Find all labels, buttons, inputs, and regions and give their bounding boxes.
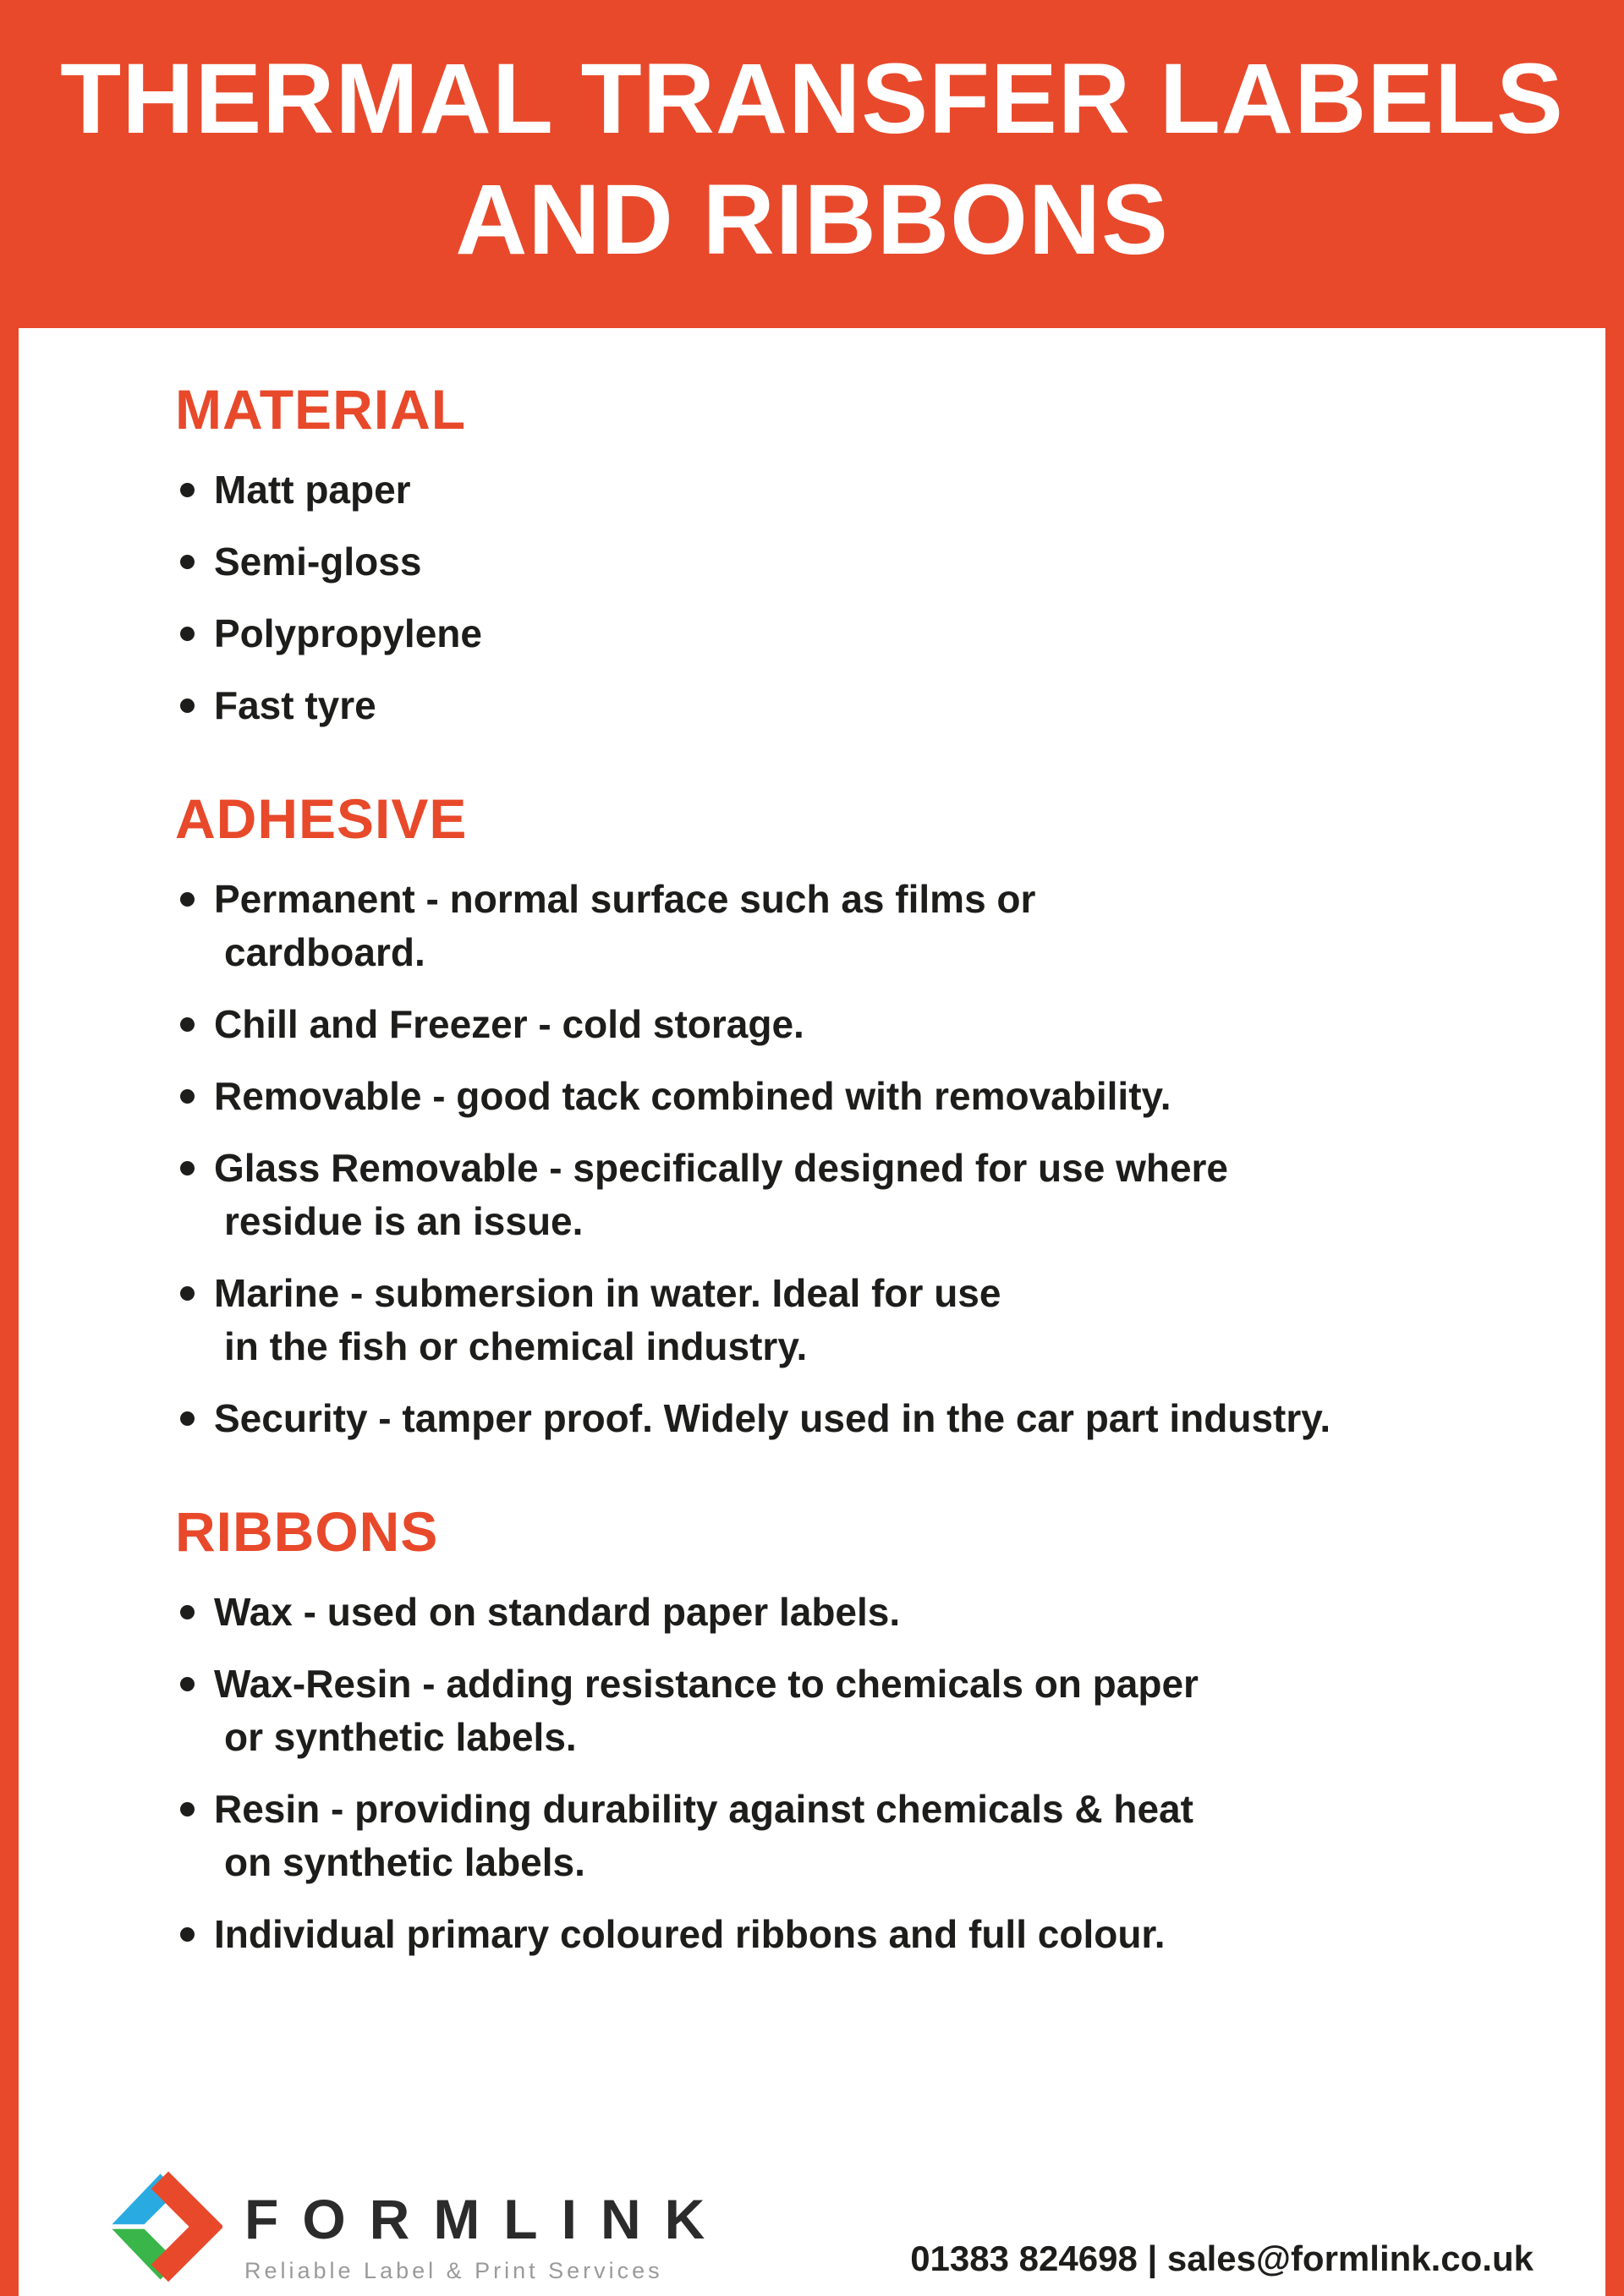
item-text-line: Marine - submersion in water. Ideal for use	[214, 1271, 1001, 1315]
formlink-logo	[107, 2169, 728, 2284]
item-text-line: Security - tamper proof. Widely used in the car part industry.	[214, 1396, 1331, 1440]
list-item	[175, 1267, 1529, 1373]
section-ribbons	[175, 1499, 1529, 1961]
item-text-line: on synthetic labels.	[224, 1840, 585, 1884]
item-text-line: Semi-gloss	[214, 540, 422, 584]
item-text-line: Matt paper	[214, 468, 411, 512]
item-text-line: Wax-Resin - adding resistance to chemicals on paper	[214, 1662, 1199, 1706]
item-text-line: residue is an issue.	[224, 1199, 584, 1243]
item-text-line: or synthetic labels.	[224, 1715, 577, 1759]
list-item	[175, 873, 1529, 979]
bullet-list	[175, 1586, 1529, 1961]
item-text-line: Fast tyre	[214, 683, 376, 727]
list-item	[175, 998, 1529, 1051]
list-item	[175, 1070, 1529, 1123]
item-text-line: Permanent - normal surface such as films or	[214, 877, 1036, 921]
page-title-line-1: THERMAL TRANSFER LABELS	[60, 43, 1564, 155]
section-heading-ribbons: RIBBONS	[175, 1500, 439, 1563]
list-item	[175, 1392, 1529, 1445]
contact-info: 01383 824698 | sales@formlink.co.uk	[910, 2238, 1533, 2278]
item-text-line: Individual primary coloured ribbons and full colour.	[214, 1912, 1166, 1956]
section-material	[175, 377, 1529, 732]
item-text-line: Resin - providing durability against chemicals & heat	[214, 1787, 1193, 1831]
list-item	[175, 1586, 1529, 1639]
page-header	[0, 0, 1624, 281]
bullet-list	[175, 873, 1529, 1445]
item-text-line: Polypropylene	[214, 611, 482, 655]
item-text-line: Chill and Freezer - cold storage.	[214, 1002, 804, 1046]
section-heading-adhesive: ADHESIVE	[175, 787, 468, 850]
section-adhesive	[175, 786, 1529, 1445]
list-item	[175, 1142, 1529, 1248]
list-item	[175, 607, 1529, 660]
list-item	[175, 535, 1529, 589]
list-item	[175, 1908, 1529, 1961]
page-title-line-2: AND RIBBONS	[455, 163, 1169, 276]
item-text-line: in the fish or chemical industry.	[224, 1324, 808, 1368]
item-text-line: cardboard.	[224, 930, 425, 974]
footer	[107, 2169, 1533, 2284]
item-text-line: Removable - good tack combined with removability.	[214, 1074, 1171, 1118]
brand-text-block	[244, 2187, 728, 2284]
list-item	[175, 679, 1529, 732]
content-panel	[19, 328, 1605, 2296]
list-item	[175, 463, 1529, 517]
content-area	[19, 328, 1605, 1961]
item-text-line: Glass Removable - specifically designed for use where	[214, 1146, 1229, 1190]
list-item	[175, 1783, 1529, 1889]
formlink-logo-icon	[107, 2169, 222, 2284]
brand-tagline: Reliable Label & Print Services	[244, 2258, 663, 2283]
list-item	[175, 1658, 1529, 1764]
brand-name: FORMLINK	[244, 2188, 729, 2250]
bullet-list	[175, 463, 1529, 732]
item-text-line: Wax - used on standard paper labels.	[214, 1590, 901, 1634]
section-heading-material: MATERIAL	[175, 378, 467, 441]
